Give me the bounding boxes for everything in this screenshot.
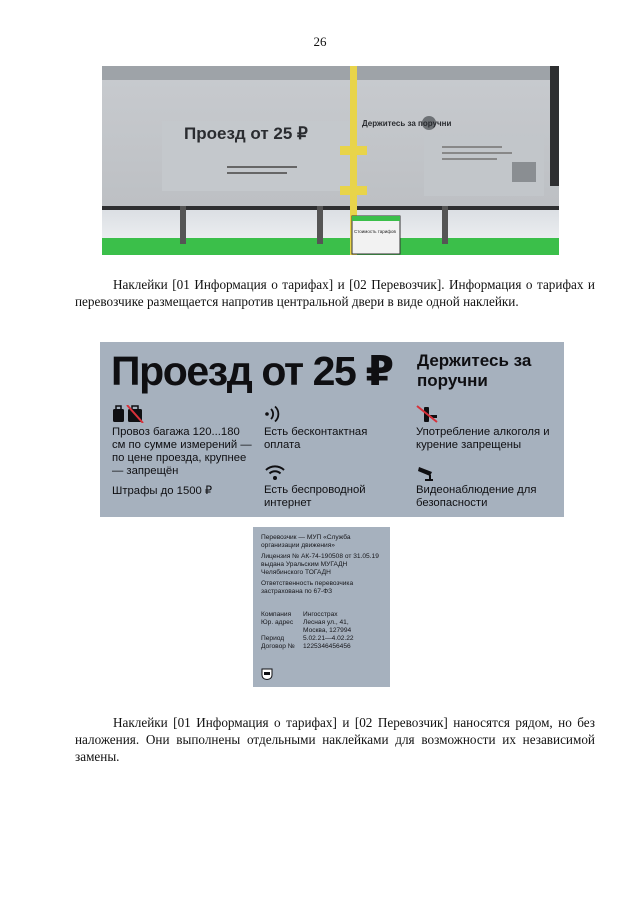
coat-of-arms-icon — [261, 668, 273, 680]
paragraph-1: Наклейки [01 Информация о тарифах] и [02 Перевозчик]. Информация о тарифах и перевозчике размещается напротив центральной двери в виде одной наклейки. — [75, 277, 595, 309]
carrier-name: Перевозчик — МУП «Служба организации движения» — [261, 534, 351, 549]
fare-title: Проезд от 25 ₽ — [111, 348, 393, 394]
table-row: Период 5.02.21—4.02.22 — [261, 635, 354, 642]
contactless-icon — [264, 405, 284, 423]
carrier-license: Лицензия № АК-74-190508 от 31.05.19 выдана Уральским МУГАДН Челябинского ТОГАДН — [261, 553, 379, 576]
wifi-info: Есть беспроводной интернет — [264, 463, 394, 510]
cctv-info: Видеонаблюдение для безопасности — [416, 463, 561, 510]
cctv-camera-icon — [416, 463, 438, 481]
contactless-info: Есть бесконтактная оплата — [264, 405, 394, 452]
photo-fare-title: Проезд от 25 ₽ — [184, 124, 308, 143]
paragraph-2: Наклейки [01 Информация о тарифах] и [02 Перевозчик] наносятся рядом, но без наложения. Они выполнены отдельными наклейками для возможности их независимой замены. — [75, 715, 595, 764]
no-alcohol-smoking-icon — [416, 405, 438, 423]
photo-schedule-title: Стоимость тарифов — [354, 229, 396, 234]
luggage-icon — [112, 405, 144, 423]
baggage-info: Провоз багажа 120...180 см по сумме измерений — по цене проезда, крупнее — запрещён Штрафы до 1500 ₽ — [112, 405, 252, 498]
svg-text:Держитесь за поручни — [362, 119, 451, 128]
page-number: 26 — [313, 34, 327, 49]
wifi-icon — [264, 463, 286, 481]
table-row: Юр. адрес Лесная ул., 41, Москва, 127994 — [261, 619, 352, 634]
carrier-details-table — [261, 611, 373, 651]
hold-handrails-title: Держитесь за поручни — [417, 351, 532, 390]
carrier-insurance: Ответственность перевозчика застрахована по 67-ФЗ — [261, 580, 354, 595]
table-row: Договор № 1225346456456 — [261, 643, 351, 650]
fines-text: Штрафы до 1500 ₽ — [112, 485, 213, 497]
table-row: Компания Ингосстрах — [261, 611, 338, 618]
carrier-sticker — [253, 527, 390, 687]
no-alcohol-info: Употребление алкоголя и курение запрещены — [416, 405, 561, 452]
photo-hold-title: Держитесь за поручни — [362, 119, 452, 128]
bus-interior-photo — [102, 66, 559, 255]
fare-info-sticker — [100, 342, 564, 517]
